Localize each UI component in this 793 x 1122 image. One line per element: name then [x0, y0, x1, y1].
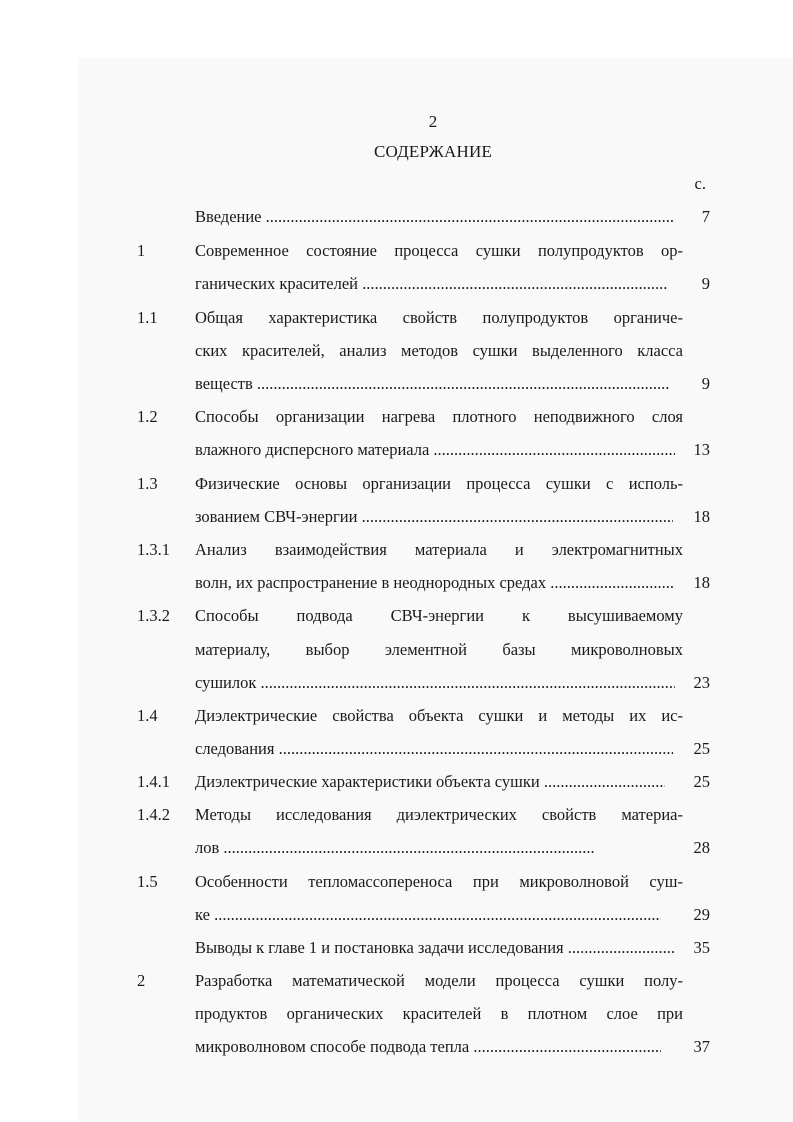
toc-entry-number: 1.5 [137, 872, 158, 891]
toc-entry-line: Выводы к главе 1 и постановка задачи исследования ..... [195, 938, 675, 958]
toc-entry-number: 1.4.2 [137, 805, 170, 824]
toc-entry-line: зованием СВЧ-энергии ..... [195, 507, 673, 527]
toc-entry-number: 1.3.2 [137, 606, 170, 625]
toc-entry-page: 13 [693, 440, 710, 459]
toc-entry-number: 2 [137, 971, 146, 990]
toc-entry-line: лов ..... [195, 838, 595, 858]
toc-entry-line: Разработка математической модели процесса сушки полу- [195, 971, 683, 990]
toc-entry-number: 1 [137, 241, 146, 260]
toc-entry-page: 28 [693, 838, 710, 857]
toc-entry-line: веществ ..... [195, 374, 669, 394]
toc-entry-page: 35 [693, 938, 710, 957]
toc-entry-page: 25 [693, 739, 710, 758]
page-number: 2 [428, 112, 438, 131]
toc-entry-line: Общая характеристика свойств полупродуктов органиче- [195, 308, 683, 327]
toc-entry-line: Диэлектрические свойства объекта сушки и методы их ис- [195, 706, 683, 725]
toc-entry-line: влажного дисперсного материала ..... [195, 440, 675, 460]
toc-entry-number: 1.4 [137, 706, 158, 725]
toc-entry-page: 18 [693, 573, 710, 592]
toc-entry-line: Современное состояние процесса сушки полупродуктов ор- [195, 241, 683, 260]
toc-entry-page: 29 [693, 905, 710, 924]
toc-entry-line: Способы подвода СВЧ-энергии к высушиваемому [195, 606, 683, 625]
toc-entry-number: 1.1 [137, 308, 158, 327]
toc-entry-line: следования ..... [195, 739, 673, 759]
toc-entry-page: 9 [701, 374, 710, 393]
toc-entry-number: 1.4.1 [137, 772, 170, 791]
toc-entry-number: 1.3 [137, 474, 158, 493]
toc-entry-line: продуктов органических красителей в плотном слое при [195, 1004, 683, 1023]
toc-entry-line: волн, их распространение в неоднородных средах ..... [195, 573, 675, 593]
toc-entry-line: Способы организации нагрева плотного неподвижного слоя [195, 407, 683, 426]
toc-entry-number: 1.2 [137, 407, 158, 426]
toc-entry-page: 18 [693, 507, 710, 526]
toc-entry-line: Методы исследования диэлектрических свойств материа- [195, 805, 683, 824]
toc-entry-page: 25 [693, 772, 710, 791]
toc-entry-line: Введение ..... [195, 207, 673, 227]
toc-entry-page: 37 [693, 1037, 710, 1056]
page-title: СОДЕРЖАНИЕ [373, 142, 493, 161]
toc-entry-number: 1.3.1 [137, 540, 170, 559]
toc-entry-line: ских красителей, анализ методов сушки выделенного класса [195, 341, 683, 360]
toc-entry-line: Физические основы организации процесса сушки с исполь- [195, 474, 683, 493]
toc-entry-page: 23 [693, 673, 710, 692]
toc-entry-page: 7 [701, 207, 710, 226]
toc-entry-line: ке ..... [195, 905, 661, 925]
toc-entry-page: 9 [701, 274, 710, 293]
toc-entry-line: микроволновом способе подвода тепла ..... [195, 1037, 661, 1057]
toc-entry-line: сушилок ..... [195, 673, 675, 693]
toc-entry-line: Анализ взаимодействия материала и электромагнитных [195, 540, 683, 559]
page-column-label: с. [694, 174, 706, 193]
toc-entry-line: Диэлектрические характеристики объекта сушки ..... [195, 772, 665, 792]
toc-entry-line: ганических красителей ..... [195, 274, 667, 294]
toc-entry-line: Особенности тепломассопереноса при микроволновой суш- [195, 872, 683, 891]
toc-entry-line: материалу, выбор элементной базы микроволновых [195, 640, 683, 659]
